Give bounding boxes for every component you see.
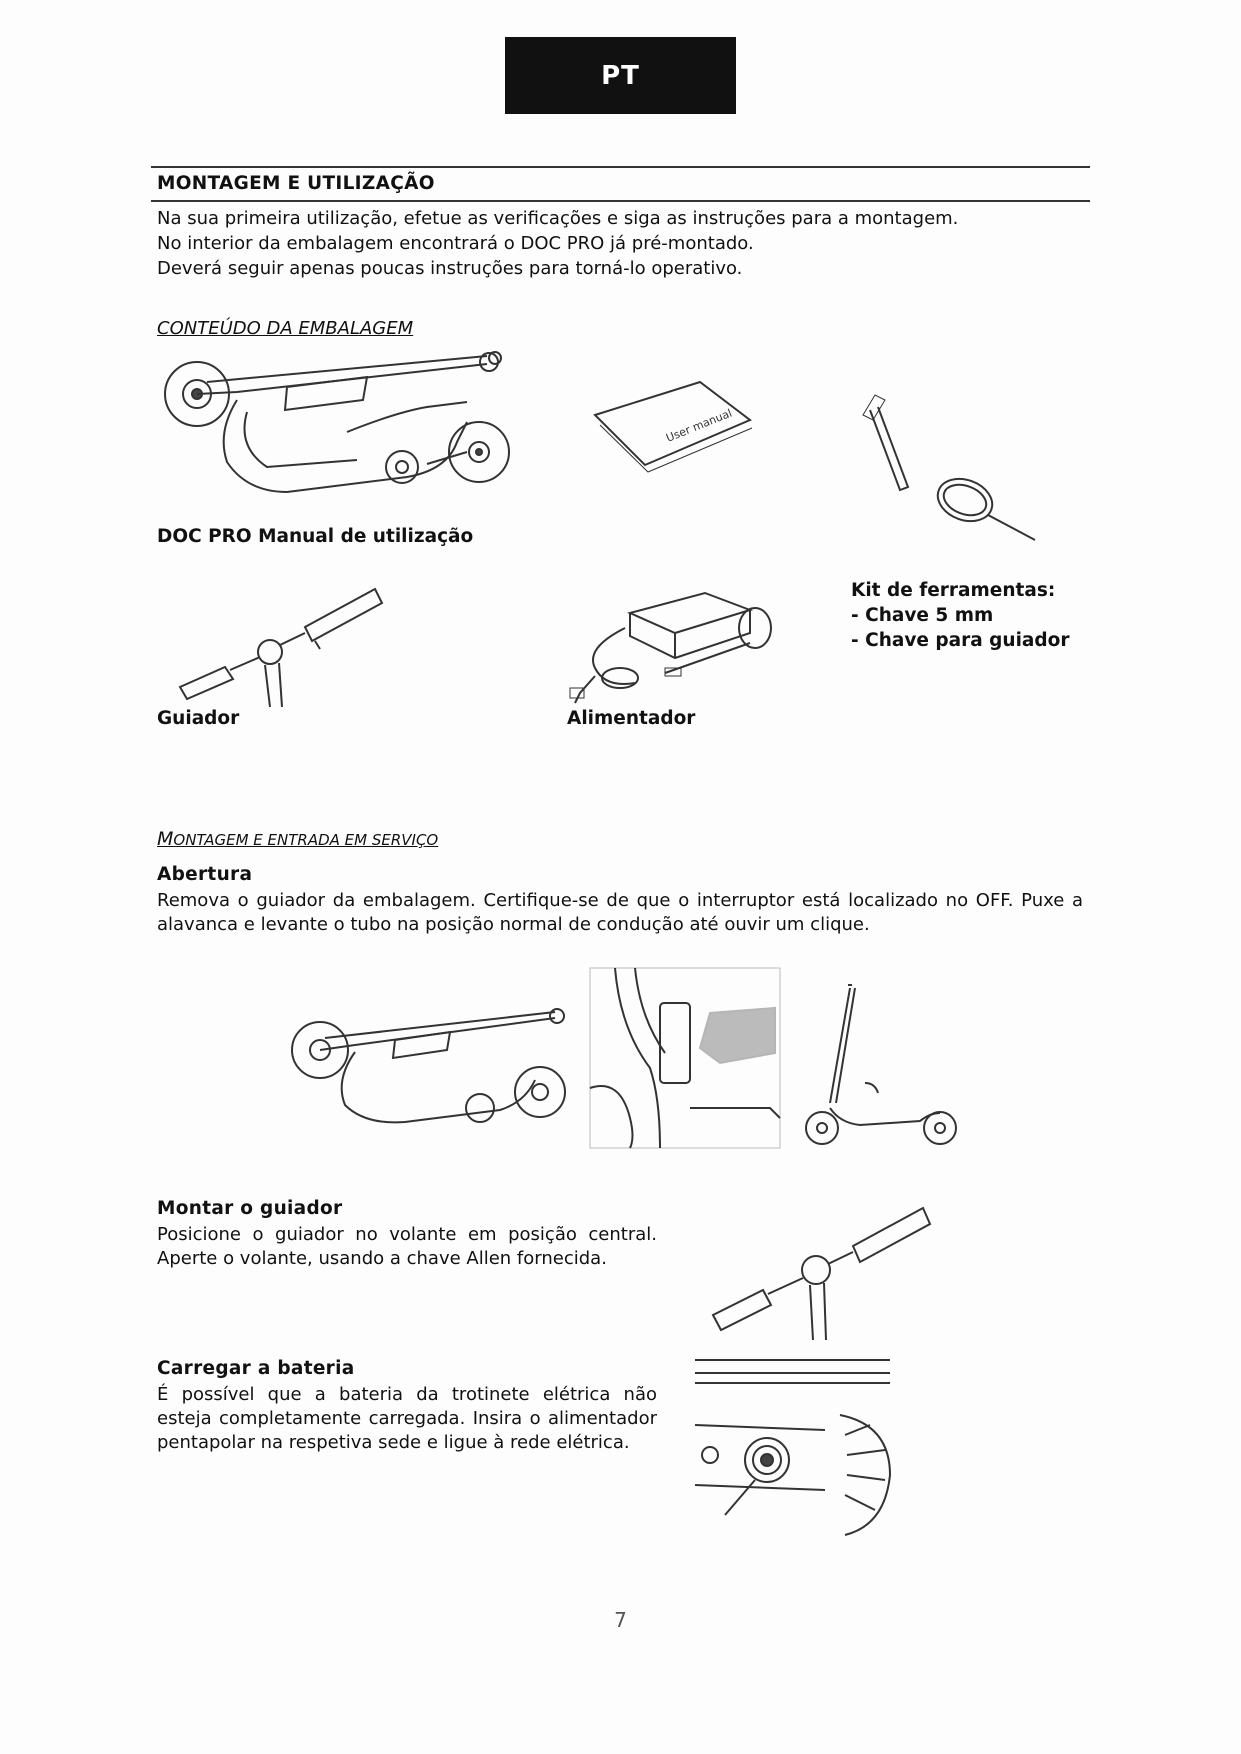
language-tag: PT <box>505 37 736 114</box>
assembly-heading <box>157 828 438 850</box>
handlebar-label: Guiador <box>157 708 240 729</box>
intro-line-2: No interior da embalagem encontrará o DOC PRO já pré-montado. <box>157 233 754 254</box>
contents-heading: CONTEÚDO DA EMBALAGEM <box>157 318 414 339</box>
assembly-heading-rest: ONTAGEM E ENTRADA EM SERVIÇO <box>173 831 439 849</box>
unfolded-scooter-illustration <box>800 983 960 1148</box>
page-number: 7 <box>614 1608 627 1632</box>
tool-kit-label <box>851 578 1070 653</box>
tool-kit-line-1: Kit de ferramentas: <box>851 580 1056 601</box>
opening-text: Remova o guiador da embalagem. Certifique-se de que o interruptor está localizado no OFF. Puxe a alavanca e levante o tubo na posição normal de condução até ouvir um clique. <box>157 890 1083 935</box>
battery-text: É possível que a bateria da trotinete elétrica não esteja completamente carregada. Insira o alimentador pentapolar na respetiva sede e ligue à rede elétrica. <box>157 1384 657 1453</box>
handlebar-mount-text: Posicione o guiador no volante em posição central. Aperte o volante, usando a chave Allen fornecida. <box>157 1224 657 1269</box>
user-manual-illustration <box>590 380 760 470</box>
charging-port-illustration <box>695 1355 895 1545</box>
tool-kit-line-2: - Chave 5 mm <box>851 605 994 626</box>
charger-label: Alimentador <box>567 708 696 729</box>
section-title: MONTAGEM E UTILIZAÇÃO <box>157 173 435 194</box>
folded-scooter-illustration <box>157 352 517 502</box>
tool-kit-illustration <box>860 390 1040 550</box>
tool-kit-line-3: - Chave para guiador <box>851 630 1070 651</box>
opening-title: Abertura <box>157 864 253 885</box>
manual-cover-text: User manual <box>664 406 734 445</box>
section-header <box>151 166 1090 202</box>
intro-line-3: Deverá seguir apenas poucas instruções para torná-lo operativo. <box>157 258 743 279</box>
handlebar-illustration <box>175 577 385 707</box>
handlebar-mount-title: Montar o guiador <box>157 1198 343 1219</box>
intro-line-1: Na sua primeira utilização, efetue as verificações e siga as instruções para a montagem. <box>157 208 959 229</box>
assembly-heading-cap: M <box>157 828 174 850</box>
scooter-manual-label: DOC PRO Manual de utilização <box>157 526 474 547</box>
battery-title: Carregar a bateria <box>157 1358 355 1379</box>
opening-scooter-illustration <box>285 1010 565 1130</box>
handlebar-mount-illustration <box>708 1190 933 1340</box>
lever-hand-illustration <box>590 968 780 1148</box>
charger-illustration <box>565 588 785 708</box>
